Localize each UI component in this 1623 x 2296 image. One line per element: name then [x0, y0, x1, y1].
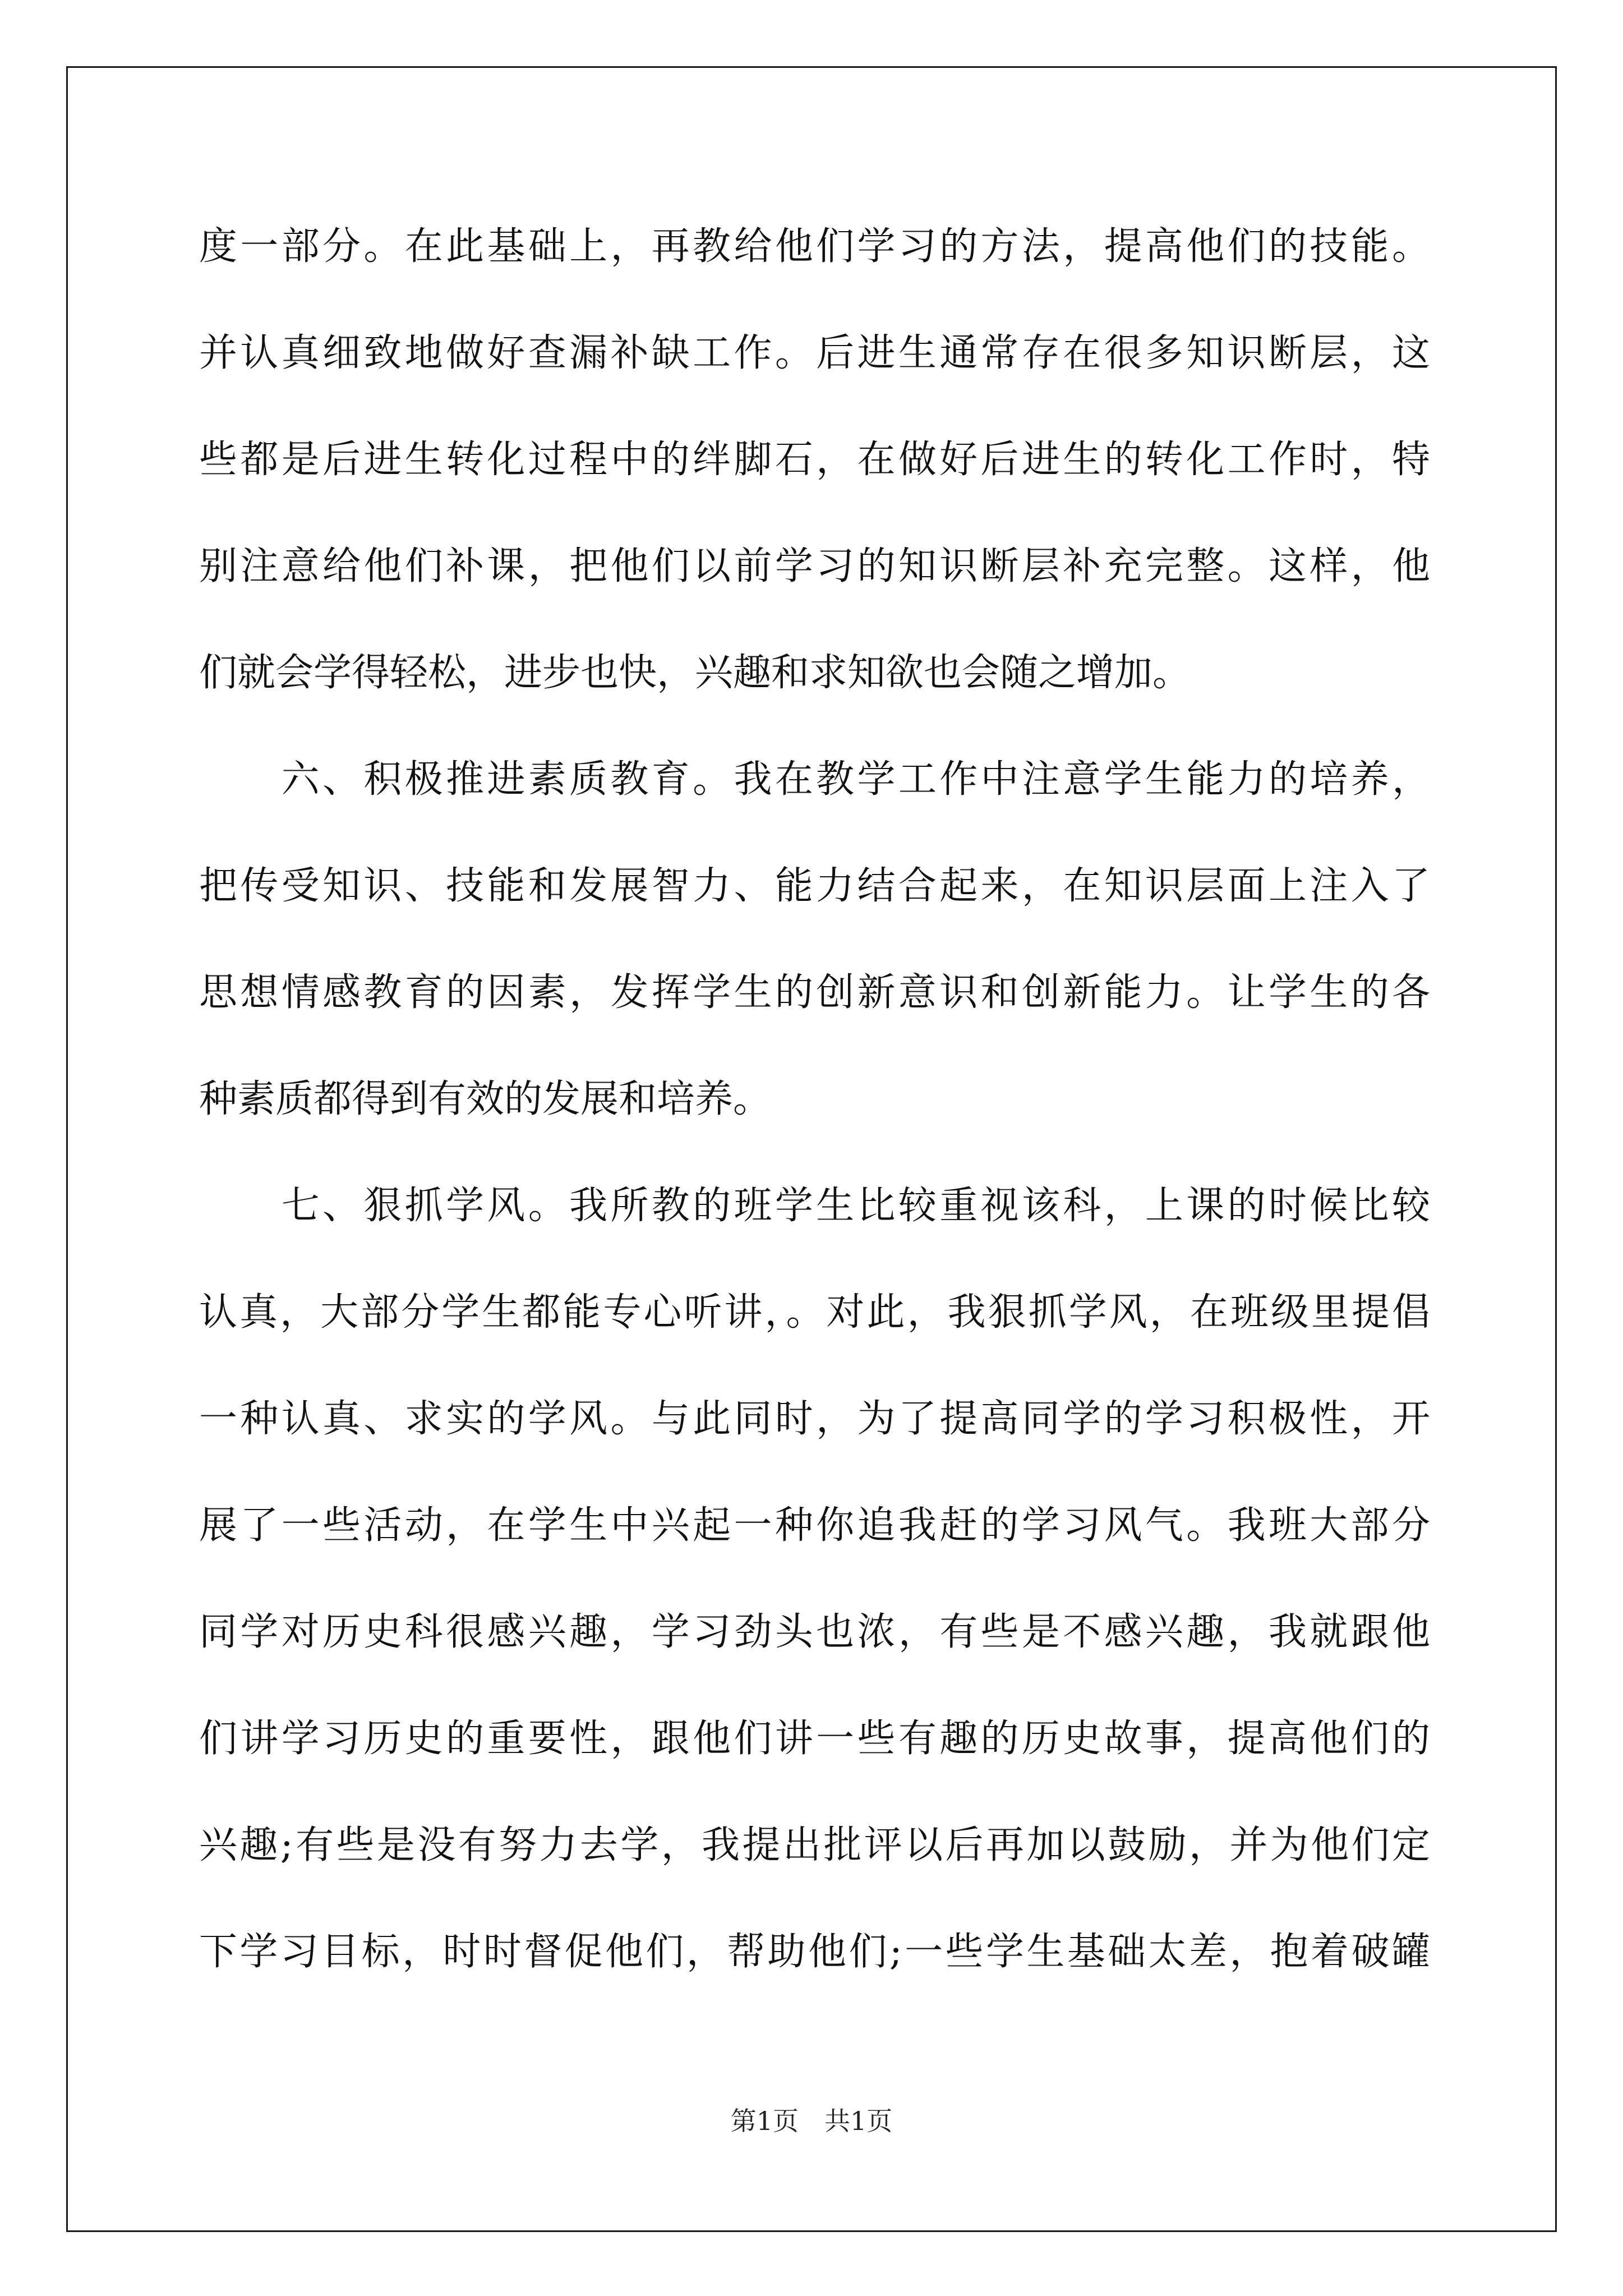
text-line: 们就会学得轻松，进步也快，兴趣和求知欲也会随之增加。 [199, 651, 1191, 695]
text-line: 度一部分。在此基础上，再教给他们学习的方法，提高他们的技能。 [199, 224, 1430, 269]
text-line: 兴趣;有些是没有努力去学，我提出批评以后再加以鼓励，并为他们定 [199, 1823, 1430, 1867]
page-number-footer: 第1页 共1页 [730, 2106, 893, 2136]
document-body [199, 194, 1430, 2005]
text-line: 别注意给他们补课，把他们以前学习的知识断层补充完整。这样，他 [199, 544, 1430, 588]
text-line: 下学习目标，时时督促他们，帮助他们;一些学生基础太差，抱着破罐 [199, 1930, 1430, 1974]
text-line: 把传受知识、技能和发展智力、能力结合起来，在知识层面上注入了 [199, 864, 1430, 908]
text-line: 种素质都得到有效的发展和培养。 [199, 1077, 772, 1121]
text-line: 些都是后进生转化过程中的绊脚石，在做好后进生的转化工作时，特 [199, 438, 1430, 482]
paragraph-seven-start: 七、狠抓学风。我所教的班学生比较重视该科，上课的时候比较 [199, 1184, 1430, 1228]
text-line: 认真，大部分学生都能专心听讲，。对此，我狠抓学风，在班级里提倡 [199, 1290, 1430, 1335]
text-line: 们讲学习历史的重要性，跟他们讲一些有趣的历史故事，提高他们的 [199, 1717, 1430, 1761]
text-line: 一种认真、求实的学风。与此同时，为了提高同学的学习积极性，开 [199, 1397, 1430, 1441]
paragraph-six-start: 六、积极推进素质教育。我在教学工作中注意学生能力的培养， [199, 757, 1430, 802]
text-line: 展了一些活动，在学生中兴起一种你追我赶的学习风气。我班大部分 [199, 1503, 1430, 1548]
text-line: 并认真细致地做好查漏补缺工作。后进生通常存在很多知识断层，这 [199, 331, 1430, 375]
text-line: 同学对历史科很感兴趣，学习劲头也浓，有些是不感兴趣，我就跟他 [199, 1610, 1430, 1654]
text-line: 思想情感教育的因素，发挥学生的创新意识和创新能力。让学生的各 [199, 970, 1430, 1015]
